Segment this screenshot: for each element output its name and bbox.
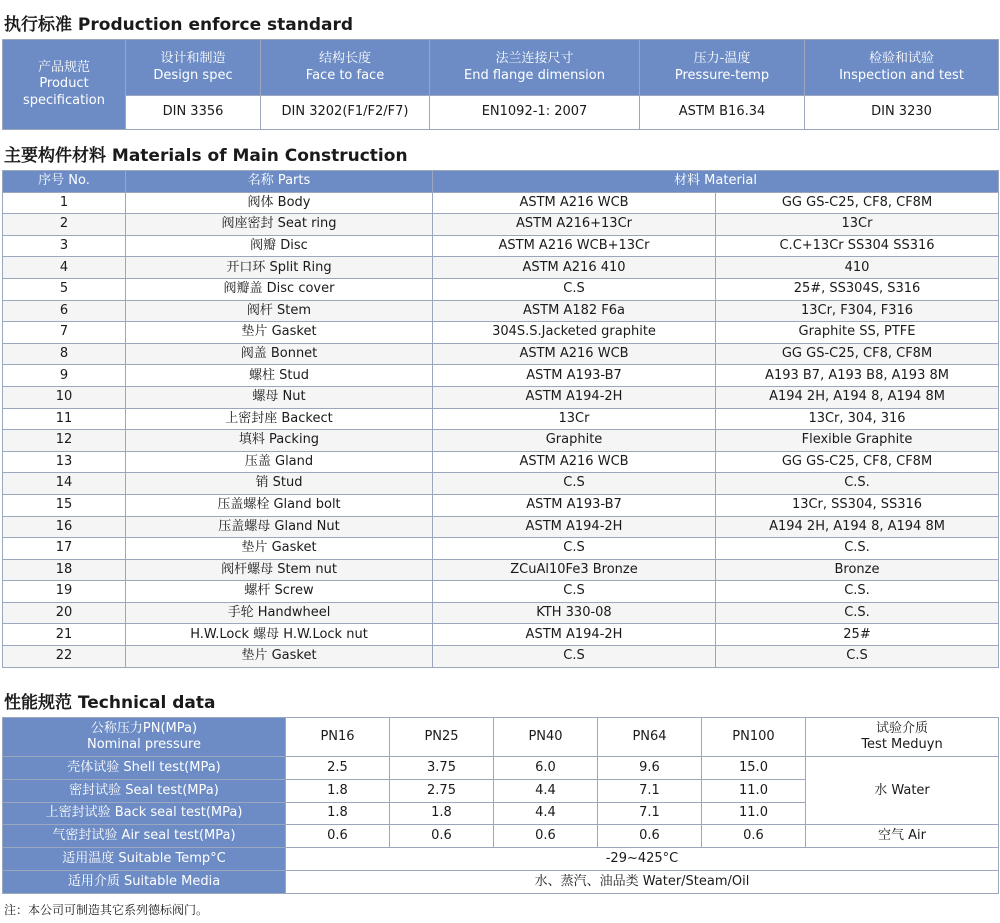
part-name: 手轮 Handwheel [126,602,433,624]
row-number: 19 [3,581,126,603]
material-alternative: C.C+13Cr SS304 SS316 [716,235,999,257]
design-spec-header [126,40,261,96]
material-row [3,300,999,322]
pn40-header: PN40 [494,718,598,757]
material-row [3,538,999,560]
product-spec-header [3,40,126,130]
pressure-temp-en: Pressure-temp [674,67,770,83]
material-row [3,278,999,300]
material-row [3,559,999,581]
back-seal-test-pn100: 11.0 [702,802,806,825]
water-medium: 水 Water [806,757,999,825]
material-row [3,516,999,538]
product-spec-cn: 产品规范 [37,60,90,76]
material-row [3,343,999,365]
pressure-temp-header [640,40,805,96]
design-spec-value: DIN 3356 [126,96,261,130]
part-name: 填料 Packing [126,430,433,452]
nominal-pressure-header [3,718,286,757]
material-row [3,646,999,668]
row-number: 10 [3,386,126,408]
end-flange-en: End flange dimension [464,67,605,83]
part-name: 阀盖 Bonnet [126,343,433,365]
end-flange-value: EN1092-1: 2007 [430,96,640,130]
row-number: 22 [3,646,126,668]
parts-header: 名称 Parts [126,171,433,193]
row-number: 14 [3,473,126,495]
air-medium: 空气 Air [806,825,999,848]
pn25-header: PN25 [390,718,494,757]
part-name: 压盖螺母 Gland Nut [126,516,433,538]
materials-section-title: 主要构件材料 Materials of Main Construction [4,146,408,166]
material-alternative: A193 B7, A193 B8, A193 8M [716,365,999,387]
seal-test-pn40: 4.4 [494,779,598,802]
pressure-temp-value: ASTM B16.34 [640,96,805,130]
material-primary: ASTM A216 WCB+13Cr [433,235,716,257]
material-row [3,473,999,495]
row-number: 11 [3,408,126,430]
material-row [3,386,999,408]
back-seal-test-pn40: 4.4 [494,802,598,825]
part-name: 阀体 Body [126,192,433,214]
material-header: 材料 Material [433,171,999,193]
row-number: 21 [3,624,126,646]
material-row [3,602,999,624]
row-number: 17 [3,538,126,560]
face-to-face-en: Face to face [305,67,385,83]
material-alternative: 13Cr, 304, 316 [716,408,999,430]
test-medium-cn: 试验介质 [875,720,928,736]
inspection-cn: 检验和试验 [868,51,934,67]
inspection-header [805,40,999,96]
material-alternative: GG GS-C25, CF8, CF8M [716,192,999,214]
material-alternative: 13Cr, SS304, SS316 [716,494,999,516]
part-name: 开口环 Split Ring [126,257,433,279]
face-to-face-header [261,40,430,96]
material-alternative: 13Cr, F304, F316 [716,300,999,322]
product-spec-en2: specification [23,92,105,108]
row-number: 5 [3,278,126,300]
material-alternative: 410 [716,257,999,279]
part-name: 上密封座 Backect [126,408,433,430]
test-medium-en: Test Meduyn [861,737,943,752]
material-row [3,365,999,387]
material-alternative: A194 2H, A194 8, A194 8M [716,516,999,538]
face-to-face-value: DIN 3202(F1/F2/F7) [261,96,430,130]
inspection-value: DIN 3230 [805,96,999,130]
material-alternative: Bronze [716,559,999,581]
shell-test-pn100: 15.0 [702,757,806,780]
design-spec-cn: 设计和制造 [160,51,226,67]
material-alternative: C.S. [716,473,999,495]
end-flange-cn: 法兰连接尺寸 [495,51,574,67]
material-row [3,408,999,430]
row-number: 3 [3,235,126,257]
shell-test-pn16: 2.5 [286,757,390,780]
material-row [3,624,999,646]
part-name: 垫片 Gasket [126,538,433,560]
part-name: 垫片 Gasket [126,322,433,344]
material-primary: C.S [433,538,716,560]
material-primary: ASTM A194-2H [433,624,716,646]
standard-value-row [3,96,999,130]
standard-table [2,39,999,130]
material-primary: KTH 330-08 [433,602,716,624]
row-number: 2 [3,214,126,236]
material-alternative: 25#, SS304S, S316 [716,278,999,300]
material-primary: Graphite [433,430,716,452]
material-alternative: C.S. [716,602,999,624]
material-alternative: 13Cr [716,214,999,236]
material-primary: C.S [433,581,716,603]
part-name: 阀瓣 Disc [126,235,433,257]
suitable-media-label: 适用介质 Suitable Media [3,870,286,893]
material-alternative: C.S. [716,581,999,603]
row-number: 20 [3,602,126,624]
face-to-face-cn: 结构长度 [318,51,371,67]
nominal-pressure-en: Nominal pressure [86,737,202,752]
standard-section-title: 执行标准 Production enforce standard [4,15,354,35]
part-name: 阀瓣盖 Disc cover [126,278,433,300]
shell-test-label: 壳体试验 Shell test(MPa) [3,757,286,780]
material-primary: ASTM A182 F6a [433,300,716,322]
air-seal-test-pn100: 0.6 [702,825,806,848]
pn64-header: PN64 [598,718,702,757]
row-number: 9 [3,365,126,387]
pressure-temp-cn: 压力-温度 [693,51,751,67]
row-number: 18 [3,559,126,581]
material-primary: ASTM A194-2H [433,516,716,538]
part-name: H.W.Lock 螺母 H.W.Lock nut [126,624,433,646]
air-seal-test-pn40: 0.6 [494,825,598,848]
material-alternative: A194 2H, A194 8, A194 8M [716,386,999,408]
material-primary: 304S.S.Jacketed graphite [433,322,716,344]
material-primary: ASTM A216 410 [433,257,716,279]
suitable-media-row [3,870,999,893]
pn16-header: PN16 [286,718,390,757]
row-number: 4 [3,257,126,279]
material-primary: ASTM A216+13Cr [433,214,716,236]
material-primary: 13Cr [433,408,716,430]
row-number: 7 [3,322,126,344]
air-seal-test-row [3,825,999,848]
material-primary: C.S [433,646,716,668]
seal-test-label: 密封试验 Seal test(MPa) [3,779,286,802]
part-name: 垫片 Gasket [126,646,433,668]
material-row [3,257,999,279]
seal-test-pn25: 2.75 [390,779,494,802]
shell-test-row [3,757,999,780]
seal-test-pn64: 7.1 [598,779,702,802]
material-alternative: 25# [716,624,999,646]
part-name: 销 Stud [126,473,433,495]
material-primary: ASTM A193-B7 [433,494,716,516]
air-seal-test-pn25: 0.6 [390,825,494,848]
part-name: 阀杆 Stem [126,300,433,322]
test-medium-header [806,718,999,757]
back-seal-test-pn16: 1.8 [286,802,390,825]
part-name: 阀座密封 Seat ring [126,214,433,236]
shell-test-pn25: 3.75 [390,757,494,780]
seal-test-pn100: 11.0 [702,779,806,802]
suitable-temp-row [3,848,999,871]
back-seal-test-label: 上密封试验 Back seal test(MPa) [3,802,286,825]
part-name: 螺杆 Screw [126,581,433,603]
part-name: 阀杆螺母 Stem nut [126,559,433,581]
technical-table [2,717,999,894]
material-row [3,430,999,452]
materials-body [3,192,999,667]
material-row [3,192,999,214]
material-row [3,322,999,344]
suitable-media-value: 水、蒸汽、油品类 Water/Steam/Oil [286,870,999,893]
back-seal-test-pn64: 7.1 [598,802,702,825]
material-row [3,581,999,603]
end-flange-header [430,40,640,96]
material-row [3,214,999,236]
material-alternative: GG GS-C25, CF8, CF8M [716,451,999,473]
material-primary: ASTM A216 WCB [433,192,716,214]
material-primary: C.S [433,473,716,495]
air-seal-test-pn64: 0.6 [598,825,702,848]
row-number: 13 [3,451,126,473]
material-alternative: Graphite SS, PTFE [716,322,999,344]
row-number: 8 [3,343,126,365]
standard-header-row [3,40,999,96]
suitable-temp-value: -29~425°C [286,848,999,871]
material-alternative: GG GS-C25, CF8, CF8M [716,343,999,365]
material-primary: ASTM A193-B7 [433,365,716,387]
materials-header-row [3,171,999,193]
technical-header-row [3,718,999,757]
pn100-header: PN100 [702,718,806,757]
row-number: 1 [3,192,126,214]
nominal-pressure-cn: 公称压力PN(MPa) [90,720,198,736]
row-number: 15 [3,494,126,516]
row-number: 6 [3,300,126,322]
technical-section-title: 性能规范 Technical data [4,693,216,713]
air-seal-test-label: 气密封试验 Air seal test(MPa) [3,825,286,848]
part-name: 螺柱 Stud [126,365,433,387]
row-number: 16 [3,516,126,538]
part-name: 压盖 Gland [126,451,433,473]
material-alternative: C.S [716,646,999,668]
row-number: 12 [3,430,126,452]
no-header: 序号 No. [3,171,126,193]
materials-table [2,170,999,668]
suitable-temp-label: 适用温度 Suitable Temp°C [3,848,286,871]
product-spec-en1: Product [39,76,89,92]
material-primary: ASTM A216 WCB [433,343,716,365]
material-primary: ZCuAl10Fe3 Bronze [433,559,716,581]
design-spec-en: Design spec [153,67,233,83]
material-alternative: Flexible Graphite [716,430,999,452]
material-row [3,451,999,473]
material-row [3,235,999,257]
seal-test-pn16: 1.8 [286,779,390,802]
inspection-en: Inspection and test [839,67,964,83]
shell-test-pn64: 9.6 [598,757,702,780]
back-seal-test-pn25: 1.8 [390,802,494,825]
material-alternative: C.S. [716,538,999,560]
air-seal-test-pn16: 0.6 [286,825,390,848]
material-primary: ASTM A194-2H [433,386,716,408]
shell-test-pn40: 6.0 [494,757,598,780]
material-primary: ASTM A216 WCB [433,451,716,473]
material-row [3,494,999,516]
part-name: 螺母 Nut [126,386,433,408]
material-primary: C.S [433,278,716,300]
footnote: 注：本公司可制造其它系列德标阀门。 [4,903,209,917]
part-name: 压盖螺栓 Gland bolt [126,494,433,516]
